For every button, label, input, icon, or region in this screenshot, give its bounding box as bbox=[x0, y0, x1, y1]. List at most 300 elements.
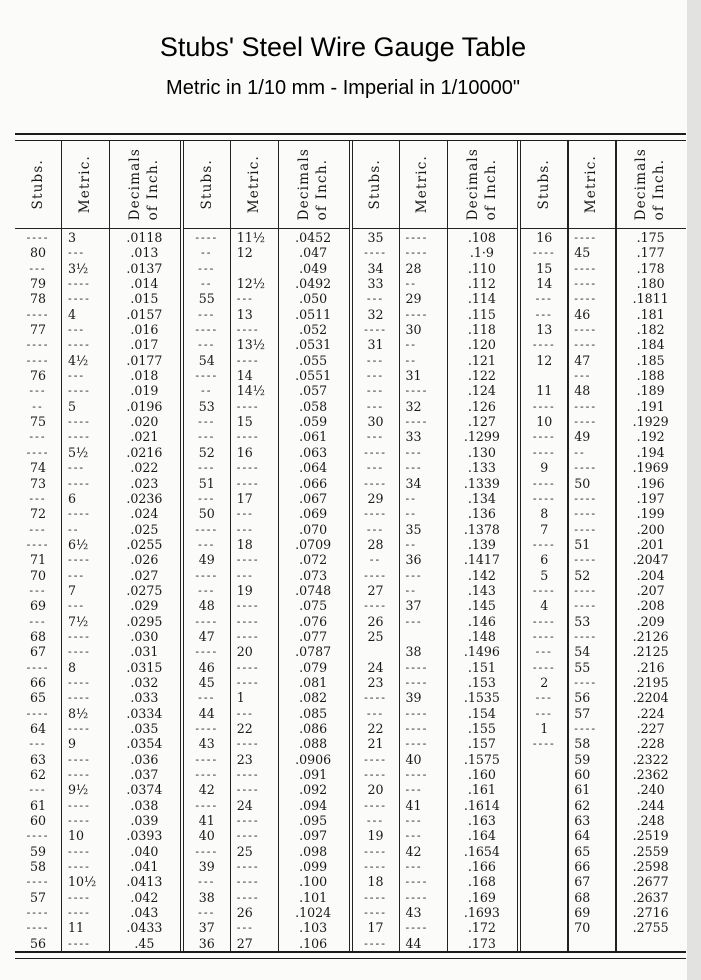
table-row bbox=[521, 874, 686, 889]
stubs-cell: 27 bbox=[367, 582, 384, 598]
stubs-cell: --- bbox=[29, 783, 47, 797]
table-row bbox=[521, 414, 686, 429]
table-row bbox=[184, 583, 349, 598]
stubs-cell: 20 bbox=[367, 782, 384, 798]
metric-cell: ---- bbox=[68, 476, 91, 490]
stubs-cell: 54 bbox=[198, 352, 215, 368]
decimal-cell: .228 bbox=[636, 736, 665, 752]
decimal-cell: .040 bbox=[130, 843, 159, 859]
decimal-cell: .088 bbox=[299, 736, 328, 752]
table-row bbox=[521, 614, 686, 629]
decimal-cell: .227 bbox=[636, 721, 665, 736]
decimal-cell: .1575 bbox=[463, 751, 500, 767]
decimal-cell: .031 bbox=[130, 644, 159, 660]
metric-cell: 32 bbox=[405, 398, 422, 414]
metric-cell: 4 bbox=[68, 306, 77, 322]
decimal-cell: .139 bbox=[467, 536, 496, 552]
stubs-cell: 45 bbox=[198, 674, 215, 690]
stubs-cell: 56 bbox=[29, 935, 47, 951]
table-row bbox=[353, 629, 518, 644]
stubs-cell: --- bbox=[29, 614, 47, 628]
stubs-cell: ---- bbox=[364, 476, 387, 490]
stubs-cell: --- bbox=[366, 384, 385, 398]
stubs-cell: ---- bbox=[26, 307, 50, 321]
stubs-cell: 74 bbox=[29, 460, 47, 476]
stubs-cell: --- bbox=[198, 583, 216, 597]
decimal-cell: .2322 bbox=[632, 751, 669, 767]
decimal-cell: .1339 bbox=[463, 475, 500, 491]
decimal-cell: .240 bbox=[636, 782, 665, 798]
metric-cell: --- bbox=[68, 461, 86, 475]
stubs-cell: 5 bbox=[540, 567, 549, 583]
metric-header: Metric. bbox=[414, 155, 431, 214]
table-row bbox=[184, 522, 349, 537]
column-divider bbox=[567, 141, 568, 951]
metric-cell: --- bbox=[68, 369, 86, 383]
metric-cell: --- bbox=[236, 921, 254, 935]
table-row bbox=[184, 230, 349, 245]
decimal-cell: .2519 bbox=[632, 828, 669, 844]
group-header bbox=[521, 141, 686, 229]
table-row bbox=[521, 291, 686, 306]
stubs-cell: 13 bbox=[536, 322, 553, 338]
decimal-cell: .013 bbox=[130, 245, 159, 261]
metric-cell: -- bbox=[405, 507, 417, 521]
metric-cell: --- bbox=[405, 829, 423, 843]
stubs-cell: ---- bbox=[195, 722, 219, 735]
table-row bbox=[15, 752, 180, 767]
table-row bbox=[184, 353, 349, 368]
table-row bbox=[521, 368, 686, 383]
stubs-cell: ---- bbox=[532, 660, 556, 674]
table-row bbox=[184, 920, 349, 935]
decimal-cell: .097 bbox=[299, 828, 328, 844]
metric-cell: -- bbox=[405, 583, 417, 597]
table-row bbox=[184, 383, 349, 398]
stubs-cell: 24 bbox=[367, 659, 384, 675]
decimal-cell: .081 bbox=[299, 674, 328, 690]
table-row bbox=[521, 383, 686, 398]
stubs-cell: ---- bbox=[532, 338, 556, 352]
stubs-cell: --- bbox=[366, 292, 385, 306]
stubs-cell: 15 bbox=[536, 260, 553, 276]
table-row bbox=[184, 706, 349, 721]
metric-cell: 18 bbox=[236, 536, 253, 552]
metric-cell: ---- bbox=[68, 553, 91, 567]
decimal-cell: .026 bbox=[130, 552, 159, 568]
stubs-cell: ---- bbox=[364, 323, 387, 337]
metric-cell: ---- bbox=[405, 415, 429, 429]
table-row bbox=[521, 782, 686, 797]
table-row bbox=[353, 890, 518, 905]
metric-cell: ---- bbox=[574, 507, 598, 521]
stubs-cell: 19 bbox=[367, 828, 384, 844]
table-row bbox=[15, 522, 180, 537]
table-row bbox=[353, 552, 518, 567]
table-row bbox=[521, 721, 686, 736]
metric-cell: 28 bbox=[405, 260, 422, 276]
decimal-cell: .023 bbox=[130, 475, 159, 491]
stubs-cell: ---- bbox=[26, 537, 50, 551]
metric-cell: ---- bbox=[68, 384, 91, 398]
metric-cell: 24 bbox=[236, 797, 253, 813]
column-divider bbox=[230, 141, 231, 951]
stubs-cell: ---- bbox=[195, 323, 219, 337]
decimal-cell: .145 bbox=[467, 598, 496, 614]
table-row bbox=[15, 890, 180, 905]
table-row bbox=[521, 905, 686, 920]
decimal-cell: .127 bbox=[467, 414, 496, 430]
stubs-cell: ---- bbox=[195, 844, 219, 858]
decimal-cell: .126 bbox=[467, 398, 496, 414]
table-row bbox=[353, 859, 518, 874]
metric-cell: 12 bbox=[236, 245, 253, 261]
decimal-cell: .185 bbox=[636, 352, 665, 368]
metric-cell: 57 bbox=[574, 705, 591, 721]
table-group-2 bbox=[184, 141, 349, 951]
decimal-cell: .189 bbox=[636, 383, 665, 399]
table-row bbox=[15, 353, 180, 368]
table-group-1 bbox=[15, 141, 180, 951]
stubs-cell: -- bbox=[201, 384, 213, 398]
metric-cell: ---- bbox=[68, 722, 91, 735]
table-row bbox=[15, 844, 180, 859]
table-bottom-rule bbox=[15, 951, 686, 959]
stubs-cell: ---- bbox=[26, 231, 50, 244]
metric-cell: 38 bbox=[405, 644, 422, 660]
metric-cell: ---- bbox=[574, 675, 598, 689]
table-row bbox=[184, 813, 349, 828]
stubs-cell: --- bbox=[535, 292, 553, 306]
decimal-cell: .032 bbox=[130, 674, 159, 690]
table-row bbox=[184, 690, 349, 705]
decimal-cell: .022 bbox=[130, 460, 159, 476]
table-row bbox=[184, 322, 349, 337]
table-row bbox=[15, 491, 180, 506]
stubs-cell bbox=[521, 920, 567, 935]
metric-cell: ---- bbox=[236, 783, 260, 797]
metric-cell: -- bbox=[405, 353, 417, 367]
metric-cell: ---- bbox=[574, 231, 598, 244]
decimal-cell: .2195 bbox=[632, 674, 669, 690]
metric-cell: 50 bbox=[574, 475, 591, 491]
table-row bbox=[15, 276, 180, 291]
stubs-cell: ---- bbox=[195, 768, 219, 782]
decimal-cell: .1417 bbox=[463, 552, 500, 568]
decimal-cell: .1654 bbox=[463, 843, 500, 859]
metric-cell bbox=[230, 261, 278, 276]
metric-cell: 47 bbox=[574, 352, 591, 368]
table-row bbox=[521, 399, 686, 414]
metric-cell: --- bbox=[405, 445, 423, 459]
stubs-cell: ---- bbox=[195, 231, 219, 244]
table-row bbox=[353, 905, 518, 920]
metric-cell: ---- bbox=[574, 599, 598, 613]
metric-cell: ---- bbox=[405, 722, 429, 735]
table-row bbox=[353, 767, 518, 782]
stubs-cell: 77 bbox=[29, 322, 47, 338]
metric-cell: 14 bbox=[236, 368, 253, 384]
table-row bbox=[15, 230, 180, 245]
decimal-cell: .070 bbox=[299, 521, 328, 537]
metric-cell: 25 bbox=[236, 843, 253, 859]
table-row bbox=[15, 261, 180, 276]
decimal-cell: .1614 bbox=[463, 797, 500, 813]
stubs-cell: 12 bbox=[536, 352, 553, 368]
decimal-cell: .077 bbox=[299, 628, 328, 644]
table-row bbox=[184, 476, 349, 491]
metric-cell: 60 bbox=[574, 767, 591, 783]
stubs-cell: --- bbox=[535, 307, 553, 321]
table-row bbox=[15, 629, 180, 644]
metric-cell: 6½ bbox=[68, 536, 89, 552]
stubs-cell: 8 bbox=[540, 506, 549, 522]
stubs-cell: 41 bbox=[198, 813, 215, 829]
table-row bbox=[353, 690, 518, 705]
stubs-cell: 43 bbox=[198, 736, 215, 752]
stubs-cell: ---- bbox=[532, 246, 556, 260]
stubs-cell: 67 bbox=[29, 644, 47, 660]
decimal-cell: .177 bbox=[636, 245, 665, 261]
decimal-cell: .184 bbox=[636, 337, 665, 353]
stubs-cell: ---- bbox=[26, 445, 50, 459]
decimal-cell: .199 bbox=[636, 506, 665, 522]
decimal-cell: .0787 bbox=[295, 644, 332, 660]
decimal-cell: .2126 bbox=[632, 628, 669, 644]
table-row bbox=[184, 307, 349, 322]
metric-cell: 41 bbox=[405, 797, 422, 813]
table-row bbox=[521, 644, 686, 659]
table-row bbox=[184, 291, 349, 306]
decimal-cell: .121 bbox=[467, 352, 496, 368]
table-row bbox=[353, 568, 518, 583]
table-row bbox=[353, 476, 518, 491]
stubs-cell: ---- bbox=[195, 752, 219, 766]
table-row bbox=[184, 598, 349, 613]
table-row bbox=[353, 844, 518, 859]
table-row bbox=[353, 399, 518, 414]
stubs-cell: 49 bbox=[198, 552, 215, 568]
table-row bbox=[15, 399, 180, 414]
decimal-cell: .099 bbox=[299, 859, 328, 875]
metric-cell: 55 bbox=[574, 659, 591, 675]
decimal-cell: .157 bbox=[467, 736, 496, 752]
metric-cell: 44 bbox=[405, 935, 422, 951]
decimal-cell: .063 bbox=[299, 444, 328, 460]
metric-cell: 11½ bbox=[236, 230, 265, 245]
table-row bbox=[521, 767, 686, 782]
table-row bbox=[15, 476, 180, 491]
metric-cell: ---- bbox=[236, 860, 260, 874]
metric-cell: ---- bbox=[236, 614, 260, 628]
stubs-cell: --- bbox=[198, 491, 216, 505]
metric-cell: ---- bbox=[68, 814, 91, 828]
decimal-cell: .0413 bbox=[126, 874, 163, 890]
stubs-cell: 62 bbox=[29, 767, 47, 783]
decimal-cell: .036 bbox=[130, 751, 159, 767]
stubs-cell: --- bbox=[198, 338, 216, 352]
table-row bbox=[15, 583, 180, 598]
decimal-cell: .197 bbox=[636, 490, 665, 506]
metric-cell: 5 bbox=[68, 398, 77, 414]
table-row bbox=[521, 598, 686, 613]
group-header bbox=[184, 141, 349, 229]
decimal-cell: .0709 bbox=[295, 536, 332, 552]
stubs-cell: 11 bbox=[536, 383, 553, 399]
decimal-cell: .050 bbox=[299, 291, 328, 307]
stubs-cell: ---- bbox=[26, 829, 50, 843]
decimal-cell: .1378 bbox=[463, 521, 500, 537]
decimal-cell: .136 bbox=[467, 506, 496, 522]
stubs-cell: 76 bbox=[29, 368, 47, 384]
metric-cell: 5½ bbox=[68, 444, 89, 460]
table-row bbox=[353, 291, 518, 306]
decimal-cell: .0551 bbox=[295, 368, 332, 384]
stubs-cell: ---- bbox=[195, 614, 219, 628]
table-row bbox=[353, 598, 518, 613]
table-row bbox=[521, 307, 686, 322]
stubs-cell: 71 bbox=[29, 552, 47, 568]
decimal-cell: .0177 bbox=[126, 352, 163, 368]
stubs-cell: ---- bbox=[364, 445, 387, 459]
table-row bbox=[521, 828, 686, 843]
stubs-cell: 55 bbox=[198, 291, 215, 307]
decimal-cell: .208 bbox=[636, 598, 665, 614]
decimal-cell: .153 bbox=[467, 674, 496, 690]
table-row bbox=[15, 736, 180, 751]
stubs-cell: ---- bbox=[364, 691, 387, 705]
decimal-cell: .042 bbox=[130, 889, 159, 905]
metric-cell: 23 bbox=[236, 751, 253, 767]
stubs-cell: --- bbox=[29, 522, 47, 536]
stubs-cell: --- bbox=[366, 461, 385, 475]
table-row bbox=[353, 874, 518, 889]
metric-cell: 66 bbox=[574, 859, 591, 875]
table-row bbox=[353, 368, 518, 383]
decimals-header: Decimals of Inch. bbox=[464, 148, 499, 221]
stubs-cell: ---- bbox=[364, 798, 387, 812]
metric-cell: 43 bbox=[405, 905, 422, 921]
table-row bbox=[184, 399, 349, 414]
table-row bbox=[521, 476, 686, 491]
decimal-cell: .0433 bbox=[126, 920, 163, 936]
table-row bbox=[15, 537, 180, 552]
stubs-cell: --- bbox=[29, 583, 47, 597]
table-row bbox=[184, 276, 349, 291]
decimal-cell: .180 bbox=[636, 276, 665, 292]
decimal-cell: .1299 bbox=[463, 429, 500, 445]
table-row bbox=[521, 245, 686, 260]
stubs-cell: 17 bbox=[367, 920, 384, 936]
table-row bbox=[15, 414, 180, 429]
decimal-cell: .033 bbox=[130, 690, 159, 706]
metric-cell: 9 bbox=[68, 736, 77, 752]
stubs-cell: --- bbox=[198, 430, 216, 444]
decimal-cell: .154 bbox=[467, 705, 496, 721]
stubs-cell: 48 bbox=[198, 598, 215, 614]
table-row bbox=[15, 383, 180, 398]
stubs-cell: ---- bbox=[26, 875, 50, 889]
metric-cell: ---- bbox=[574, 583, 598, 597]
decimal-cell: .148 bbox=[467, 628, 496, 644]
decimal-cell: .175 bbox=[636, 230, 665, 245]
table-row bbox=[184, 537, 349, 552]
table-row bbox=[521, 660, 686, 675]
decimal-cell: .224 bbox=[636, 705, 665, 721]
stubs-cell: --- bbox=[366, 706, 385, 720]
table-row bbox=[15, 660, 180, 675]
decimal-cell: .196 bbox=[636, 475, 665, 491]
metric-cell: ---- bbox=[68, 415, 91, 429]
stubs-cell: --- bbox=[198, 261, 216, 275]
decimal-cell: .106 bbox=[299, 935, 328, 951]
table-row bbox=[521, 460, 686, 475]
decimal-cell: .0531 bbox=[295, 337, 332, 353]
metric-cell: ---- bbox=[236, 323, 260, 337]
table-row bbox=[184, 629, 349, 644]
metric-cell: 4½ bbox=[68, 352, 89, 368]
stubs-cell: 75 bbox=[29, 414, 47, 430]
table-row bbox=[521, 920, 686, 935]
stubs-cell: ---- bbox=[364, 752, 387, 766]
stubs-cell bbox=[521, 905, 567, 920]
page-title: Stubs' Steel Wire Gauge Table bbox=[159, 32, 527, 62]
metric-cell: 62 bbox=[574, 797, 591, 813]
table-row bbox=[15, 782, 180, 797]
decimal-cell: .0236 bbox=[126, 490, 163, 506]
table-row bbox=[353, 920, 518, 935]
table-row bbox=[521, 429, 686, 444]
page-subtitle: Metric in 1/10 mm - Imperial in 1/10000" bbox=[166, 77, 520, 99]
decimal-cell: .019 bbox=[130, 383, 159, 399]
decimal-cell: .160 bbox=[467, 767, 496, 783]
table-row bbox=[521, 537, 686, 552]
stubs-cell: ---- bbox=[195, 522, 219, 536]
stubs-cell: 73 bbox=[29, 475, 47, 491]
table-row bbox=[184, 614, 349, 629]
table-row bbox=[521, 752, 686, 767]
decimal-cell: .0157 bbox=[126, 306, 163, 322]
decimal-cell: .1929 bbox=[632, 414, 669, 430]
decimal-cell: .1969 bbox=[632, 460, 669, 476]
decimal-cell: .0511 bbox=[295, 306, 332, 322]
table-row bbox=[184, 506, 349, 521]
decimal-cell: .1811 bbox=[632, 291, 669, 307]
metric-cell: ---- bbox=[405, 921, 429, 935]
stubs-cell: -- bbox=[32, 399, 44, 413]
metric-cell: 31 bbox=[405, 368, 422, 384]
table-row bbox=[184, 828, 349, 843]
metric-cell: -- bbox=[405, 338, 417, 352]
decimal-cell: .014 bbox=[130, 276, 159, 292]
metric-cell: ---- bbox=[574, 553, 598, 567]
metric-header: Metric. bbox=[583, 155, 600, 214]
table-row bbox=[15, 307, 180, 322]
decimal-cell: .075 bbox=[299, 598, 328, 614]
stubs-cell: 38 bbox=[198, 889, 215, 905]
stubs-cell: 50 bbox=[198, 506, 215, 522]
metric-cell: --- bbox=[405, 568, 423, 582]
table-row bbox=[15, 767, 180, 782]
metric-cell: ---- bbox=[574, 722, 598, 735]
decimal-cell: .052 bbox=[299, 322, 328, 338]
group-rows bbox=[353, 229, 518, 951]
table-row bbox=[353, 537, 518, 552]
group-rows bbox=[184, 229, 349, 951]
metric-cell: ---- bbox=[236, 829, 260, 843]
metric-cell: 10 bbox=[68, 828, 85, 844]
table-row bbox=[184, 675, 349, 690]
